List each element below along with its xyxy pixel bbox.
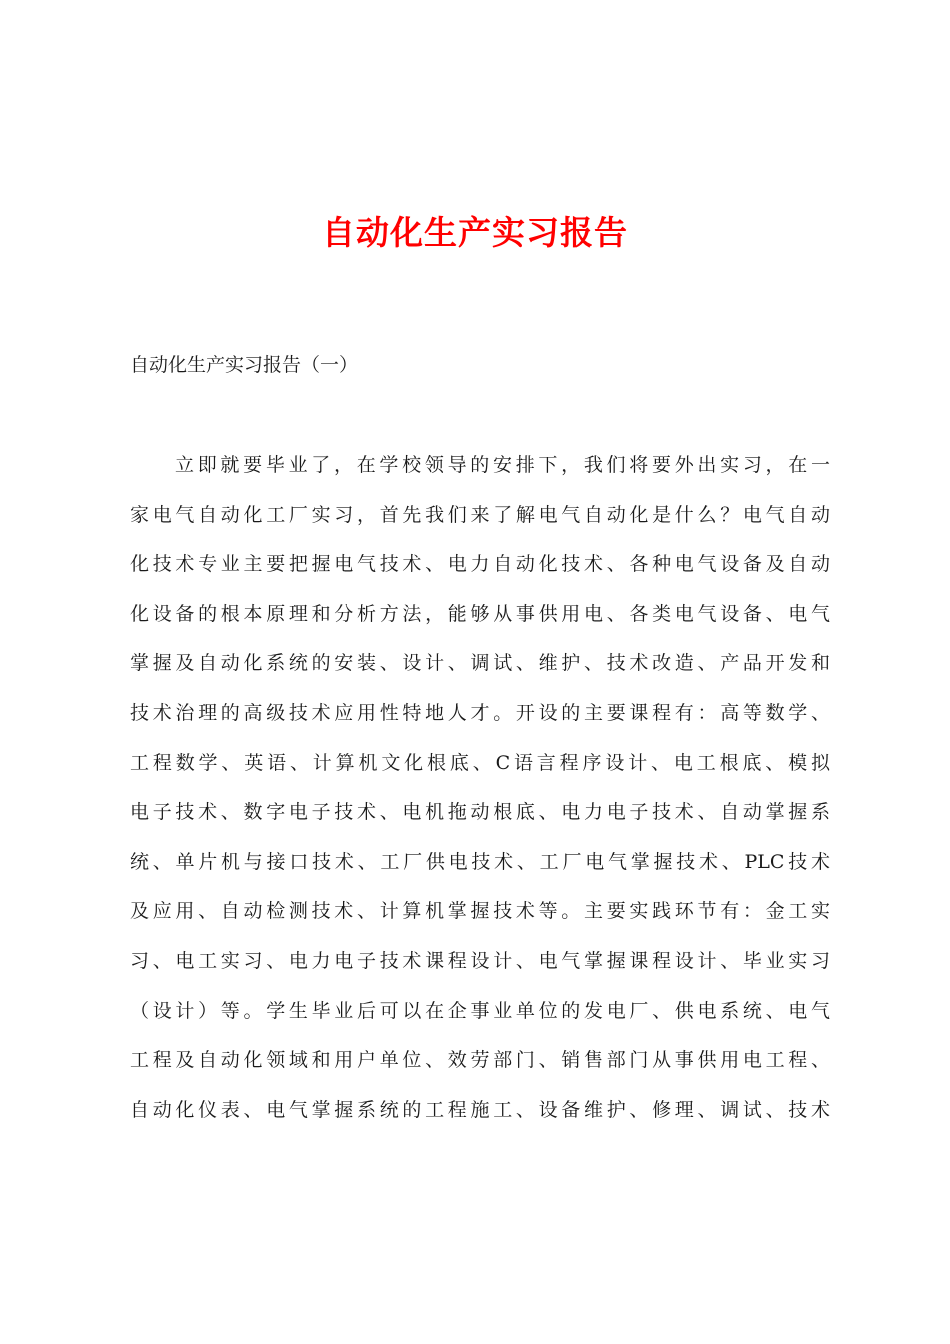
paragraph-line: 工程数学、英语、计算机文化根底、C语言程序设计、电工根底、模拟 — [130, 751, 830, 774]
paragraph-line: 自动化仪表、电气掌握系统的工程施工、设备维护、修理、调试、技术 — [130, 1098, 830, 1121]
paragraph-line: 电子技术、数字电子技术、电机拖动根底、电力电子技术、自动掌握系 — [130, 801, 830, 824]
paragraph-line: 化设备的根本原理和分析方法，能够从事供用电、各类电气设备、电气 — [130, 602, 830, 625]
paragraph-line: （设计）等。学生毕业后可以在企事业单位的发电厂、供电系统、电气 — [130, 999, 830, 1022]
paragraph-line: 技术治理的高级技术应用性特地人才。开设的主要课程有：高等数学、 — [130, 701, 830, 724]
paragraph-line: 立即就要毕业了，在学校领导的安排下，我们将要外出实习，在一 — [175, 454, 830, 476]
paragraph-line: 统、单片机与接口技术、工厂供电技术、工厂电气掌握技术、PLC技术 — [130, 850, 830, 873]
paragraph-line: 化技术专业主要把握电气技术、电力自动化技术、各种电气设备及自动 — [130, 553, 830, 576]
document-title: 自动化生产实习报告 — [322, 213, 628, 252]
body-paragraph — [130, 446, 830, 1140]
paragraph-line: 及应用、自动检测技术、计算机掌握技术等。主要实践环节有：金工实 — [130, 900, 830, 923]
paragraph-line: 工程及自动化领域和用户单位、效劳部门、销售部门从事供用电工程、 — [130, 1049, 830, 1072]
section-heading: 自动化生产实习报告（一） — [130, 354, 359, 376]
paragraph-line: 习、电工实习、电力电子技术课程设计、电气掌握课程设计、毕业实习 — [130, 949, 830, 972]
paragraph-line: 掌握及自动化系统的安装、设计、调试、维护、技术改造、产品开发和 — [130, 652, 830, 675]
paragraph-line: 家电气自动化工厂实习，首先我们来了解电气自动化是什么？电气自动 — [130, 503, 830, 526]
